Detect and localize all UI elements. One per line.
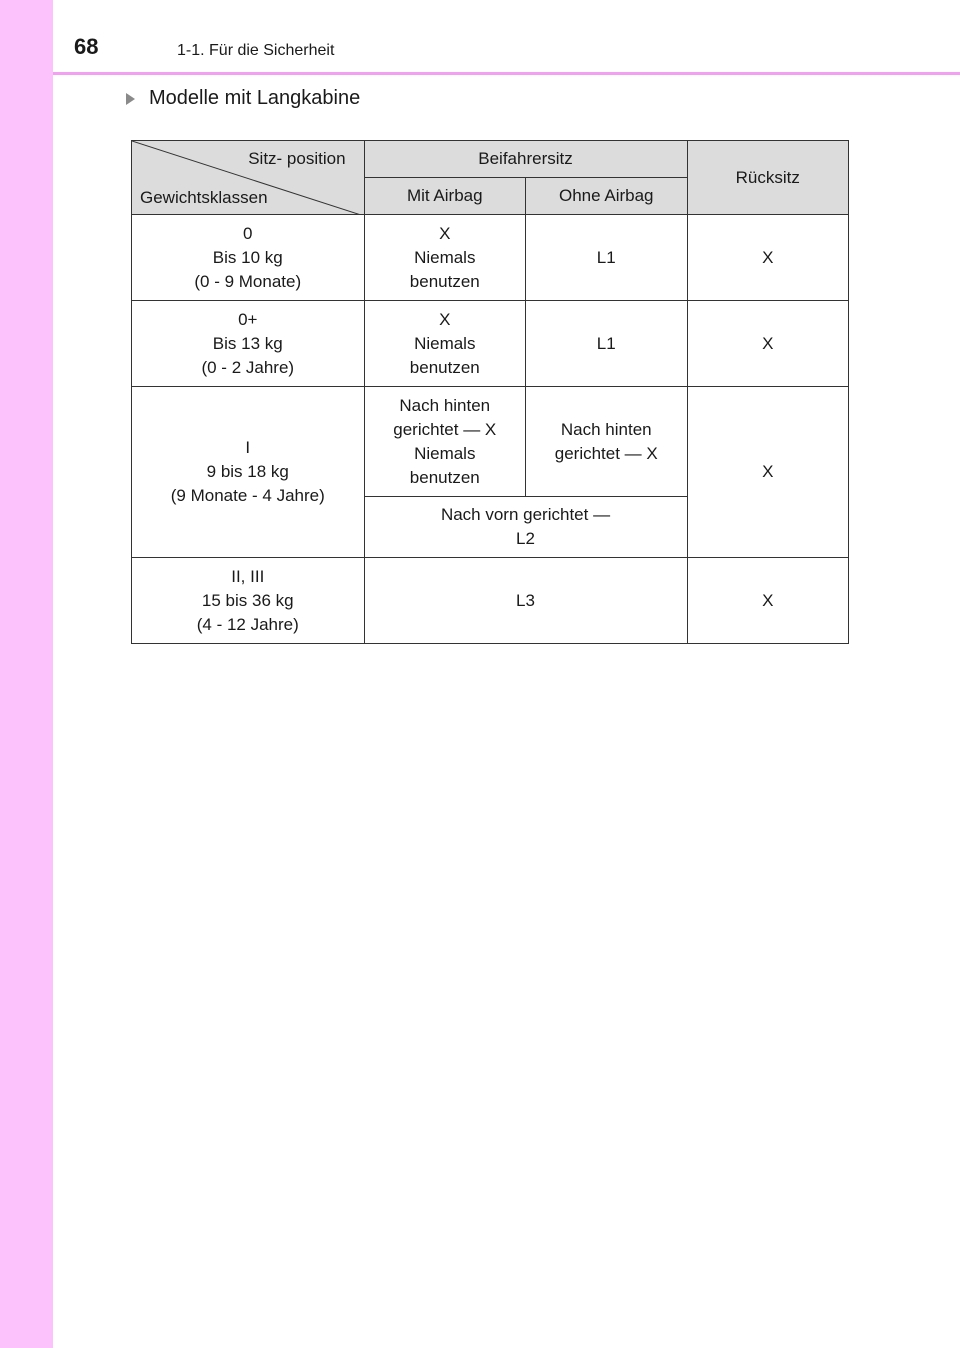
weight-class-cell: 0+ Bis 13 kg (0 - 2 Jahre) [132, 301, 365, 387]
subheading [126, 87, 360, 110]
with-airbag-cell: X Niemals benutzen [364, 301, 525, 387]
table-row [132, 387, 849, 497]
forward-facing-cell: Nach vorn gerichtet — L2 [364, 497, 687, 558]
header-rear-seat: Rücksitz [687, 141, 849, 215]
rear-seat-cell: X [687, 558, 849, 644]
passenger-seat-cell: L3 [364, 558, 687, 644]
weight-class-cell: I 9 bis 18 kg (9 Monate - 4 Jahre) [132, 387, 365, 558]
without-airbag-cell: L1 [526, 215, 687, 301]
section-title: 1-1. Für die Sicherheit [177, 42, 335, 59]
subheading-text: Modelle mit Langkabine [149, 87, 361, 109]
page-number: 68 [74, 34, 99, 59]
header-with-airbag: Mit Airbag [364, 178, 525, 215]
without-airbag-cell: L1 [526, 301, 687, 387]
table-row [132, 301, 849, 387]
header-without-airbag: Ohne Airbag [526, 178, 687, 215]
weight-class-cell: II, III 15 bis 36 kg (4 - 12 Jahre) [132, 558, 365, 644]
header-passenger-seat: Beifahrersitz [364, 141, 687, 178]
rear-seat-cell: X [687, 301, 849, 387]
with-airbag-cell: Nach hinten gerichtet — X Niemals benutzen [364, 387, 525, 497]
corner-top-label: Sitz- position [248, 149, 346, 168]
corner-header-cell [132, 141, 365, 215]
corner-bottom-label: Gewichtsklassen [140, 188, 268, 207]
without-airbag-cell: Nach hinten gerichtet — X [526, 387, 687, 497]
table-row [132, 558, 849, 644]
weight-class-cell: 0 Bis 10 kg (0 - 9 Monate) [132, 215, 365, 301]
rear-seat-cell: X [687, 387, 849, 558]
page-sidebar-band [0, 0, 53, 1348]
with-airbag-cell: X Niemals benutzen [364, 215, 525, 301]
triangle-bullet-icon [126, 93, 135, 105]
child-seat-table [131, 140, 849, 644]
table-row [132, 215, 849, 301]
header-divider [53, 72, 960, 75]
rear-seat-cell: X [687, 215, 849, 301]
